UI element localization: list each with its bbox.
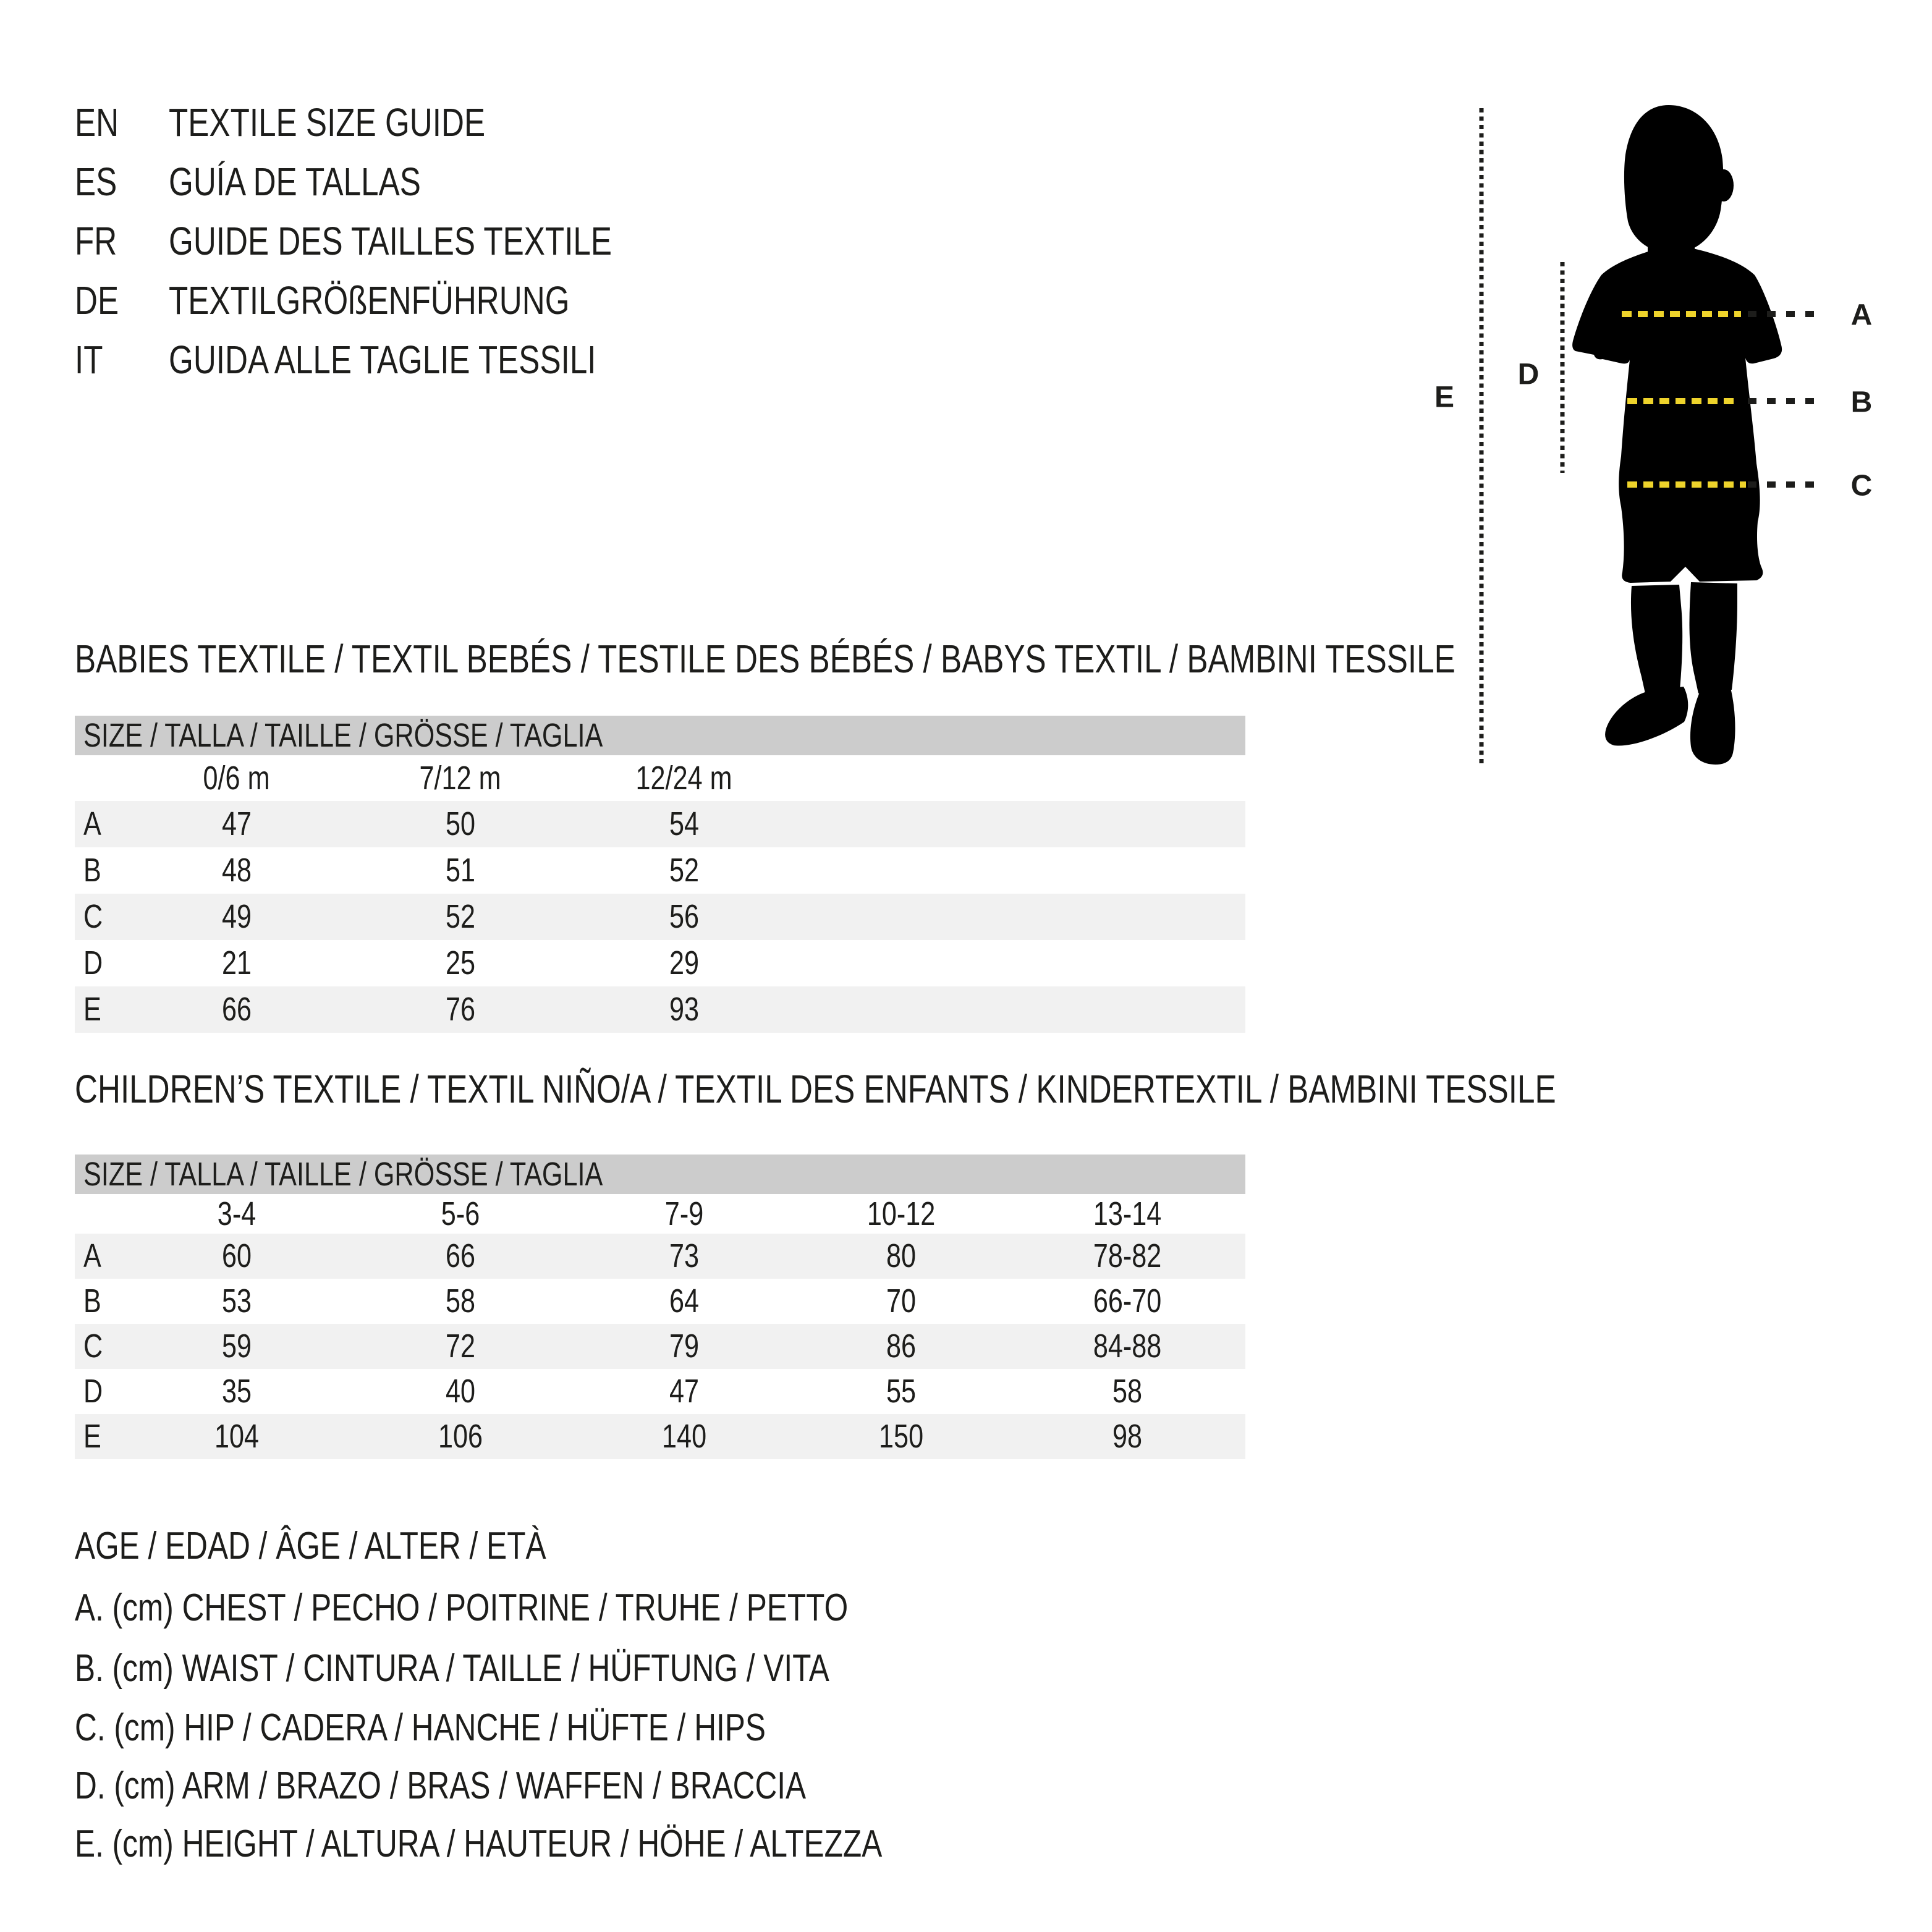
cell-value — [573, 1414, 795, 1459]
cell-text: 40 — [445, 1373, 476, 1410]
cell-text: 76 — [445, 991, 476, 1028]
cell-text: 25 — [445, 944, 476, 981]
cell-value — [349, 1369, 572, 1414]
language-code: IT — [75, 337, 103, 382]
table-row — [75, 1324, 1245, 1369]
cell-value — [790, 1414, 1012, 1459]
row-label: C — [83, 1328, 103, 1365]
silhouette-ear — [1714, 169, 1734, 201]
cell-value — [125, 1324, 348, 1369]
language-code: ES — [75, 159, 117, 204]
column-header-text: 7-9 — [664, 1195, 704, 1232]
babies-size-header-bar — [75, 716, 1245, 755]
legend-line-arm — [75, 1764, 989, 1808]
legend-text: C. (cm) HIP / CADERA / HANCHE / HÜFTE / HIPS — [75, 1706, 766, 1749]
column-header — [573, 1194, 795, 1234]
cell-value — [790, 1324, 1012, 1369]
cell-value — [125, 894, 348, 940]
cell-text: 55 — [886, 1373, 917, 1410]
babies-heading-text: BABIES TEXTILE / TEXTIL BEBÉS / TESTILE DES BÉBÉS / BABYS TEXTIL / BAMBINI TESSILE — [75, 637, 1455, 681]
cell-value — [349, 1414, 572, 1459]
cell-text: 66 — [221, 991, 252, 1028]
cell-text: 47 — [221, 805, 252, 842]
cell-text: 140 — [661, 1418, 707, 1455]
cell-value — [790, 1369, 1012, 1414]
legend-line-height — [75, 1822, 1084, 1866]
row-label: D — [83, 1373, 103, 1410]
cell-text: 86 — [886, 1328, 917, 1365]
cell-value — [349, 1324, 572, 1369]
silhouette-left-shoe — [1605, 687, 1688, 746]
cell-value — [125, 1369, 348, 1414]
cell-value — [573, 894, 795, 940]
row-label: A — [83, 1237, 101, 1274]
guide-title: GUIDA ALLE TAGLIE TESSILI — [169, 337, 596, 382]
cell-value — [349, 940, 572, 986]
column-header — [573, 755, 795, 801]
column-header — [790, 1194, 1012, 1234]
column-header — [349, 1194, 572, 1234]
cell-value — [573, 1279, 795, 1324]
column-header-text: 12/24 m — [635, 760, 733, 797]
table-row — [75, 801, 1245, 847]
cell-value — [573, 986, 795, 1033]
legend-text: A. (cm) CHEST / PECHO / POITRINE / TRUHE / PETTO — [75, 1587, 849, 1629]
table-row — [75, 1414, 1245, 1459]
cell-text: 72 — [445, 1328, 476, 1365]
waist-label: B — [1850, 386, 1873, 419]
children-section-heading — [75, 1067, 1926, 1111]
cell-text: 66-70 — [1093, 1282, 1162, 1320]
cell-value — [573, 801, 795, 847]
cell-value — [125, 847, 348, 894]
column-header — [1016, 1194, 1239, 1234]
cell-text: 58 — [445, 1282, 476, 1320]
arm-label: D — [1517, 358, 1540, 391]
cell-text: 47 — [669, 1373, 700, 1410]
cell-value — [349, 801, 572, 847]
cell-text: 21 — [221, 944, 252, 981]
cell-value — [1016, 1234, 1239, 1279]
guide-title: TEXTILGRÖßENFÜHRUNG — [169, 278, 570, 323]
cell-value — [1016, 1324, 1239, 1369]
cell-value — [349, 1234, 572, 1279]
legend-line-hip — [75, 1706, 938, 1750]
cell-value — [573, 1369, 795, 1414]
children-size-header-text: SIZE / TALLA / TAILLE / GRÖSSE / TAGLIA — [83, 1156, 603, 1193]
column-header-text: 7/12 m — [419, 760, 502, 797]
cell-text: 60 — [221, 1237, 252, 1274]
table-row — [75, 986, 1245, 1033]
cell-value — [790, 1279, 1012, 1324]
silhouette-right-shoe — [1690, 688, 1735, 765]
legend-text: AGE / EDAD / ÂGE / ALTER / ETÀ — [75, 1525, 546, 1567]
cell-text: 56 — [669, 898, 700, 935]
cell-value — [573, 940, 795, 986]
cell-text: 59 — [221, 1328, 252, 1365]
height-label: E — [1434, 381, 1455, 414]
cell-value — [125, 986, 348, 1033]
table-row — [75, 940, 1245, 986]
column-header — [349, 755, 572, 801]
cell-text: 78-82 — [1093, 1237, 1162, 1274]
cell-text: 54 — [669, 805, 700, 842]
cell-text: 98 — [1112, 1418, 1143, 1455]
table-row — [75, 1369, 1245, 1414]
column-header-text: 0/6 m — [203, 760, 271, 797]
table-row — [75, 1279, 1245, 1324]
row-label: D — [83, 944, 103, 981]
legend-line-age — [75, 1524, 664, 1569]
cell-text: 29 — [669, 944, 700, 981]
cell-value — [1016, 1279, 1239, 1324]
cell-text: 48 — [221, 852, 252, 889]
cell-value — [790, 1234, 1012, 1279]
column-header-text: 5-6 — [441, 1195, 480, 1232]
legend-text: E. (cm) HEIGHT / ALTURA / HAUTEUR / HÖHE / ALTEZZA — [75, 1823, 883, 1865]
table-row — [75, 847, 1245, 894]
cell-value — [125, 940, 348, 986]
cell-text: 35 — [221, 1373, 252, 1410]
cell-text: 49 — [221, 898, 252, 935]
row-label: E — [83, 1418, 101, 1455]
table-row — [75, 894, 1245, 940]
children-size-header-bar — [75, 1155, 1245, 1194]
language-code: EN — [75, 100, 119, 145]
cell-text: 106 — [438, 1418, 483, 1455]
guide-title: GUÍA DE TALLAS — [169, 159, 421, 204]
children-heading-text: CHILDREN’S TEXTILE / TEXTIL NIÑO/A / TEXTIL DES ENFANTS / KINDERTEXTIL / BAMBINI TESSILE — [75, 1067, 1556, 1111]
cell-text: 50 — [445, 805, 476, 842]
cell-value — [573, 1324, 795, 1369]
child-silhouette-diagram — [1415, 74, 1916, 797]
cell-text: 104 — [214, 1418, 260, 1455]
cell-text: 70 — [886, 1282, 917, 1320]
column-header-text: 3-4 — [217, 1195, 256, 1232]
language-code: DE — [75, 278, 119, 323]
chest-label: A — [1850, 299, 1873, 332]
cell-value — [1016, 1369, 1239, 1414]
cell-text: 66 — [445, 1237, 476, 1274]
cell-text: 53 — [221, 1282, 252, 1320]
children-column-header-row — [75, 1194, 1245, 1234]
cell-text: 93 — [669, 991, 700, 1028]
babies-section-heading — [75, 637, 1800, 681]
cell-value — [125, 801, 348, 847]
cell-text: 51 — [445, 852, 476, 889]
cell-value — [349, 894, 572, 940]
cell-value — [349, 1279, 572, 1324]
legend-line-waist — [75, 1646, 1018, 1691]
cell-text: 73 — [669, 1237, 700, 1274]
row-label: B — [83, 1282, 101, 1320]
cell-text: 58 — [1112, 1373, 1143, 1410]
column-header — [125, 755, 348, 801]
language-code: FR — [75, 219, 117, 263]
cell-value — [1016, 1414, 1239, 1459]
cell-value — [125, 1279, 348, 1324]
hip-label: C — [1850, 469, 1873, 502]
babies-size-header-text: SIZE / TALLA / TAILLE / GRÖSSE / TAGLIA — [83, 717, 603, 754]
guide-title: GUIDE DES TAILLES TEXTILE — [169, 219, 612, 263]
silhouette-body — [1572, 246, 1782, 583]
column-header — [125, 1194, 348, 1234]
guide-title: TEXTILE SIZE GUIDE — [169, 100, 486, 145]
row-label: C — [83, 898, 103, 935]
column-header-text: 10-12 — [866, 1195, 936, 1232]
table-row — [75, 1234, 1245, 1279]
cell-text: 150 — [878, 1418, 924, 1455]
column-header-text: 13-14 — [1093, 1195, 1162, 1232]
cell-text: 80 — [886, 1237, 917, 1274]
silhouette-head — [1624, 105, 1723, 252]
measurement-figure — [1415, 74, 1916, 797]
cell-value — [125, 1414, 348, 1459]
cell-value — [349, 986, 572, 1033]
row-label: B — [83, 852, 101, 889]
legend-line-chest — [75, 1586, 1041, 1630]
cell-text: 52 — [669, 852, 700, 889]
row-label: A — [83, 805, 101, 842]
cell-value — [573, 847, 795, 894]
cell-value — [573, 1234, 795, 1279]
cell-text: 79 — [669, 1328, 700, 1365]
babies-column-header-row — [75, 755, 1245, 801]
cell-value — [349, 847, 572, 894]
row-label: E — [83, 991, 101, 1028]
legend-text: B. (cm) WAIST / CINTURA / TAILLE / HÜFTUNG / VITA — [75, 1647, 829, 1690]
cell-text: 64 — [669, 1282, 700, 1320]
cell-value — [125, 1234, 348, 1279]
cell-text: 84-88 — [1093, 1328, 1162, 1365]
legend-text: D. (cm) ARM / BRAZO / BRAS / WAFFEN / BRACCIA — [75, 1765, 807, 1807]
cell-text: 52 — [445, 898, 476, 935]
